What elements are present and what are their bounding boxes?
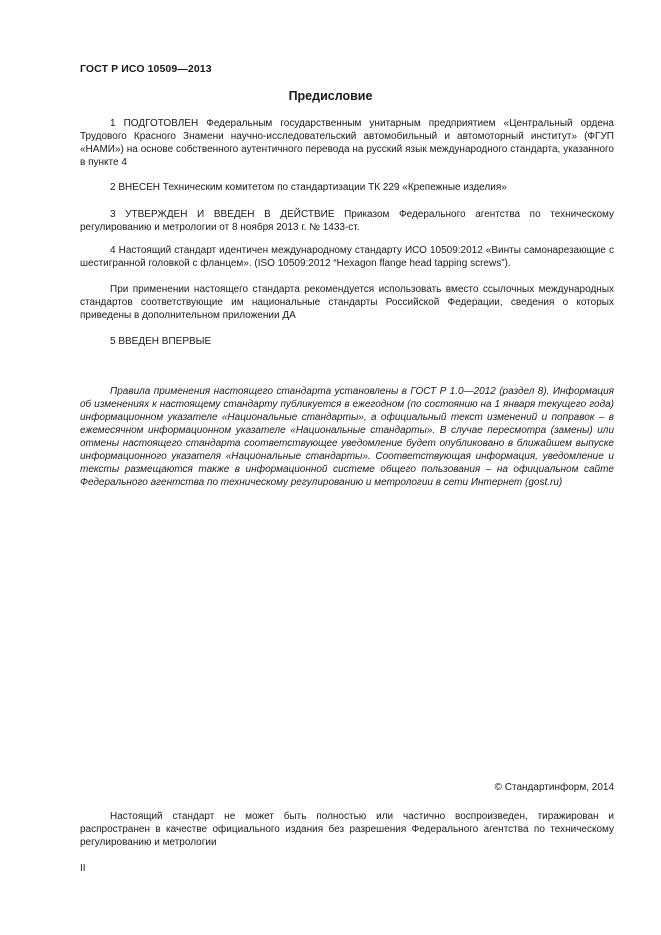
preface-item-2: 2 ВНЕСЕН Техническим комитетом по стандартизации ТК 229 «Крепежные изделия» — [110, 182, 507, 193]
preface-item-3: 3 УТВЕРЖДЕН И ВВЕДЕН В ДЕЙСТВИЕ Приказом Федерального агентства по техническому регулированию и метрологии от 8 ноября 2013 г. № 1433-ст. — [80, 209, 614, 233]
page-number: II — [80, 863, 86, 874]
preface-item-4: 4 Настоящий стандарт идентичен международному стандарту ИСО 10509:2012 «Винты самонарезающие с шестигранной головкой с фланцем». (ISO 10509:2012 “Hexagon flange head tapping screws”). — [80, 245, 614, 269]
copyright: © Стандартинформ, 2014 — [494, 782, 614, 793]
preface-item-1: 1 ПОДГОТОВЛЕН Федеральным государственным унитарным предприятием «Центральный ордена Трудового Красного Знамени научно-исследовательский автомобильный и автомоторный институт» (ФГУП «НАМИ») на основе собственного аутентичного перевода на русский язык международного стандарта, указанного в пункте 4 — [80, 118, 614, 168]
preface-item-5: 5 ВВЕДЕН ВПЕРВЫЕ — [110, 336, 212, 347]
document-code: ГОСТ Р ИСО 10509—2013 — [80, 63, 212, 75]
application-rules-text: Правила применения настоящего стандарта установлены в ГОСТ Р 1.0—2012 (раздел 8). Информация об изменениях к настоящему стандарту публикуется в ежегодном (по состоянию на 1 января текущего года) информационном указателе «Национальные стандарты», а официальный текст изменений и поправок – в ежемесячном информационном указателе «Национальные стандарты». В случае пересмотра (замены) или отмены настоящего стандарта соответствующее уведомление будет опубликовано в ближайшем выпуске информационного указателя «Национальные стандарты». Соответствующая информация, уведомление и тексты размещаются также в информационной системе общего пользования – на официальном сайте Федерального агентства по техническому регулированию и метрологии в сети Интернет (gost.ru) — [80, 386, 614, 488]
page-title: Предисловие — [288, 89, 373, 103]
preface-item-4-note: При применении настоящего стандарта рекомендуется использовать вместо ссылочных международных стандартов соответствующие им национальные стандарты Российской Федерации, сведения о которых приведены в дополнительном приложении ДА — [80, 284, 614, 321]
reproduction-notice: Настоящий стандарт не может быть полностью или частично воспроизведен, тиражирован и распространен в качестве официального издания без разрешения Федерального агентства по техническому регулированию и метрологии — [80, 811, 614, 848]
